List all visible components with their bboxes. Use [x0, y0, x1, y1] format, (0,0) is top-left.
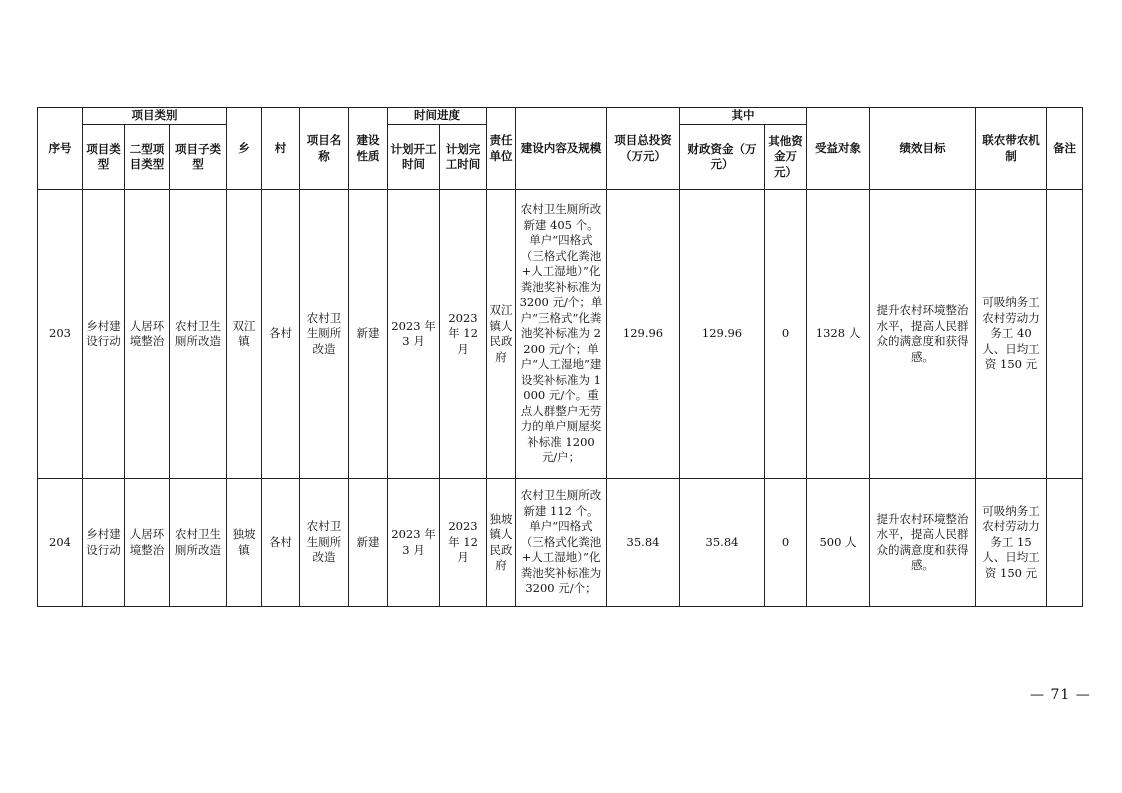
header-content-scale: 建设内容及规模 [516, 108, 607, 190]
header-total-investment: 项目总投资（万元） [607, 108, 680, 190]
cell-construction-nature: 新建 [349, 479, 388, 607]
cell-performance-goal: 提升农村环境整治水平，提高人民群众的满意度和获得感。 [870, 190, 976, 479]
header-responsible-unit: 责任单位 [487, 108, 516, 190]
header-beneficiaries: 受益对象 [807, 108, 870, 190]
cell-planned-end: 2023 年 12 月 [440, 479, 487, 607]
cell-total-investment: 35.84 [607, 479, 680, 607]
header-planned-end: 计划完工时间 [440, 125, 487, 190]
cell-second-type: 人居环境整治 [125, 190, 170, 479]
cell-township: 独坡镇 [227, 479, 262, 607]
cell-planned-end: 2023 年 12 月 [440, 190, 487, 479]
cell-farmer-mechanism: 可吸纳务工农村劳动力务工 15 人、日均工资 150 元 [976, 479, 1047, 607]
header-village: 村 [262, 108, 300, 190]
header-project-category: 项目类别 [83, 108, 227, 125]
cell-content-scale: 农村卫生厕所改新建 405 个。单户“四格式（三格式化粪池+人工湿地）”化粪池奖补标准为 3200 元/个；单户“三格式”化粪池奖补标准为 2200 元/个；单户“人工湿地”建设奖补标准为 1000 元/个。重点人群整户无劳力的单户厕屋奖补标准 1200 元/户； [516, 190, 607, 479]
header-remarks: 备注 [1047, 108, 1083, 190]
table-row [38, 479, 1083, 607]
cell-responsible-unit: 独坡镇人民政府 [487, 479, 516, 607]
cell-village: 各村 [262, 190, 300, 479]
header-construction-nature: 建设性质 [349, 108, 388, 190]
header-farmer-mechanism: 联农带农机制 [976, 108, 1047, 190]
header-schedule: 时间进度 [388, 108, 487, 125]
cell-remarks [1047, 190, 1083, 479]
header-fiscal-funds: 财政资金（万元） [680, 125, 765, 190]
cell-project-name: 农村卫生厕所改造 [300, 190, 349, 479]
cell-beneficiaries: 1328 人 [807, 190, 870, 479]
header-township: 乡 [227, 108, 262, 190]
header-second-type: 二型项目类型 [125, 125, 170, 190]
cell-sub-type: 农村卫生厕所改造 [170, 190, 227, 479]
cell-sub-type: 农村卫生厕所改造 [170, 479, 227, 607]
cell-planned-start: 2023 年 3 月 [388, 190, 440, 479]
cell-seq: 203 [38, 190, 83, 479]
cell-construction-nature: 新建 [349, 190, 388, 479]
header-seq: 序号 [38, 108, 83, 190]
header-performance-goal: 绩效目标 [870, 108, 976, 190]
cell-fiscal-funds: 129.96 [680, 190, 765, 479]
page-number: — 71 — [1030, 687, 1091, 703]
cell-second-type: 人居环境整治 [125, 479, 170, 607]
cell-fiscal-funds: 35.84 [680, 479, 765, 607]
cell-project-type: 乡村建设行动 [83, 479, 125, 607]
cell-project-type: 乡村建设行动 [83, 190, 125, 479]
header-of-which: 其中 [680, 108, 807, 125]
header-project-type: 项目类型 [83, 125, 125, 190]
cell-seq: 204 [38, 479, 83, 607]
cell-performance-goal: 提升农村环境整治水平，提高人民群众的满意度和获得感。 [870, 479, 976, 607]
cell-responsible-unit: 双江镇人民政府 [487, 190, 516, 479]
cell-township: 双江镇 [227, 190, 262, 479]
project-table [37, 107, 1083, 607]
cell-farmer-mechanism: 可吸纳务工农村劳动力务工 40 人、日均工资 150 元 [976, 190, 1047, 479]
cell-other-funds: 0 [765, 190, 807, 479]
cell-other-funds: 0 [765, 479, 807, 607]
cell-content-scale: 农村卫生厕所改新建 112 个。单户“四格式（三格式化粪池+人工湿地）”化粪池奖补标准为 3200 元/个； [516, 479, 607, 607]
header-planned-start: 计划开工时间 [388, 125, 440, 190]
cell-planned-start: 2023 年 3 月 [388, 479, 440, 607]
cell-remarks [1047, 479, 1083, 607]
header-other-funds: 其他资金万元） [765, 125, 807, 190]
cell-total-investment: 129.96 [607, 190, 680, 479]
cell-project-name: 农村卫生厕所改造 [300, 479, 349, 607]
header-project-name: 项目名称 [300, 108, 349, 190]
table-row [38, 190, 1083, 479]
cell-beneficiaries: 500 人 [807, 479, 870, 607]
cell-village: 各村 [262, 479, 300, 607]
header-sub-type: 项目子类型 [170, 125, 227, 190]
